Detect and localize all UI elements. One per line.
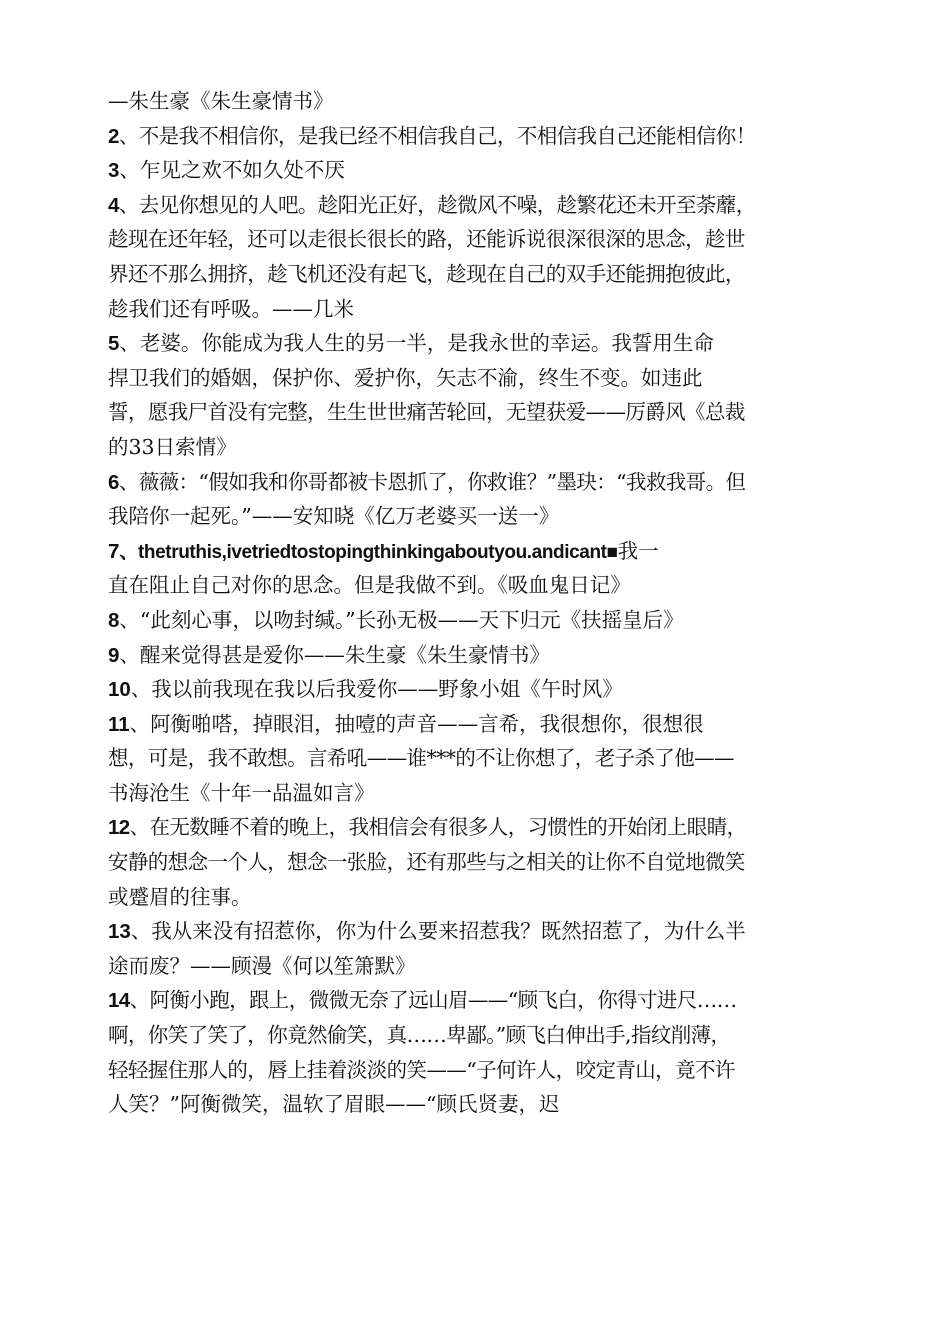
text-line: 的33日索情》 <box>108 434 237 459</box>
text-line: —朱生豪《朱生豪情书》 <box>108 89 334 113</box>
text-line: 13、我从来没有招惹你，你为什么要来招惹我？既然招惹了，为什么半 <box>108 919 746 944</box>
text-line: 啊，你笑了笑了，你竟然偷笑，真……卑鄙。”顾飞白伸出手,指纹削薄， <box>108 1023 731 1048</box>
document-body <box>108 84 858 1122</box>
item-number: 6 <box>108 470 119 494</box>
text-line: 9、醒来觉得甚是爱你——朱生豪《朱生豪情书》 <box>108 642 550 667</box>
item-number: 11 <box>108 712 130 736</box>
text-line: 2、不是我不相信你，是我已经不相信我自己，不相信我自己还能相信你！ <box>108 123 756 148</box>
text-line: 轻轻握住那人的，唇上挂着淡淡的笑——“子何许人，咬定青山，竟不许 <box>108 1057 735 1082</box>
item-number: 14 <box>108 989 130 1013</box>
text-line: 想，可是，我不敢想。言希吼——谁***的不让你想了，老子杀了他—— <box>108 746 734 771</box>
text-line: 6、薇薇：“假如我和你哥都被卡恩抓了，你救谁？”墨玦：“我救我哥。但 <box>108 469 746 494</box>
item-number: 9 <box>108 643 120 667</box>
item-number: 8 <box>108 608 120 632</box>
item-number: 10 <box>108 678 131 702</box>
text-line: 我陪你一起死。”——安知晓《亿万老婆买一送一》 <box>108 504 560 529</box>
text-line: 安静的想念一个人，想念一张脸，还有那些与之相关的让你不自觉地微笑 <box>108 850 745 875</box>
item-number: 4 <box>108 193 119 217</box>
text-line: 书海沧生《十年一品温如言》 <box>108 780 375 805</box>
text-line: 直在阻止自己对你的思念。但是我做不到。《吸血鬼日记》 <box>108 573 631 598</box>
text-line: 途而废？——顾漫《何以笙箫默》 <box>108 953 416 978</box>
text-line: 10、我以前我现在我以后我爱你——野象小姐《午时风》 <box>108 677 623 702</box>
item-number: 12 <box>108 816 130 840</box>
text-line: 界还不那么拥挤，趁飞机还没有起飞，趁现在自己的双手还能拥抱彼此， <box>108 261 745 286</box>
item-number: 3 <box>108 159 120 183</box>
item-number: 13 <box>108 920 131 944</box>
text-line: 12、在无数睡不着的晚上，我相信会有很多人，习惯性的开始闭上眼睛， <box>108 815 747 840</box>
text-line: 8、“此刻心事，以吻封缄。”长孙无极——天下归元《扶摇皇后》 <box>108 607 684 632</box>
text-line: 趁现在还年轻，还可以走很长很长的路，还能诉说很深很深的思念，趁世 <box>108 227 745 252</box>
text-line: 3、乍见之欢不如久处不厌 <box>108 158 345 183</box>
text-line: 或蹙眉的往事。 <box>108 884 252 909</box>
text-line: 捍卫我们的婚姻，保护你、爱护你，矢志不渝，终生不变。如违此 <box>108 365 703 390</box>
text-line: 趁我们还有呼吸。——几米 <box>108 296 354 321</box>
item-number: 2 <box>108 124 119 148</box>
item-number: 5 <box>108 332 120 356</box>
text-line: 人笑？”阿衡微笑，温软了眉眼——“顾氏贤妻，迟 <box>108 1092 560 1117</box>
text-line: 7、thetruthis,ivetriedtostopingthinkingaboutyou.andicant■我一 <box>108 538 659 563</box>
text-line: 5、老婆。你能成为我人生的另一半，是我永世的幸运。我誓用生命 <box>108 331 714 356</box>
text-line: 14、阿衡小跑，跟上，微微无奈了远山眉——“顾飞白，你得寸进尺…… <box>108 988 737 1013</box>
item-number: 7 <box>108 539 120 563</box>
text-line: 4、去见你想见的人吧。趁阳光正好，趁微风不噪，趁繁花还未开至荼蘼， <box>108 192 756 217</box>
text-line: 11、阿衡啪嗒，掉眼泪，抽噎的声音——言希，我很想你，很想很 <box>108 711 704 736</box>
english-quote: 、thetruthis,ivetriedtostopingthinkingaboutyou.andicant■ <box>119 541 618 563</box>
text-line: 誓，愿我尸首没有完整，生生世世痛苦轮回，无望获爱——厉爵风《总裁 <box>108 400 745 425</box>
